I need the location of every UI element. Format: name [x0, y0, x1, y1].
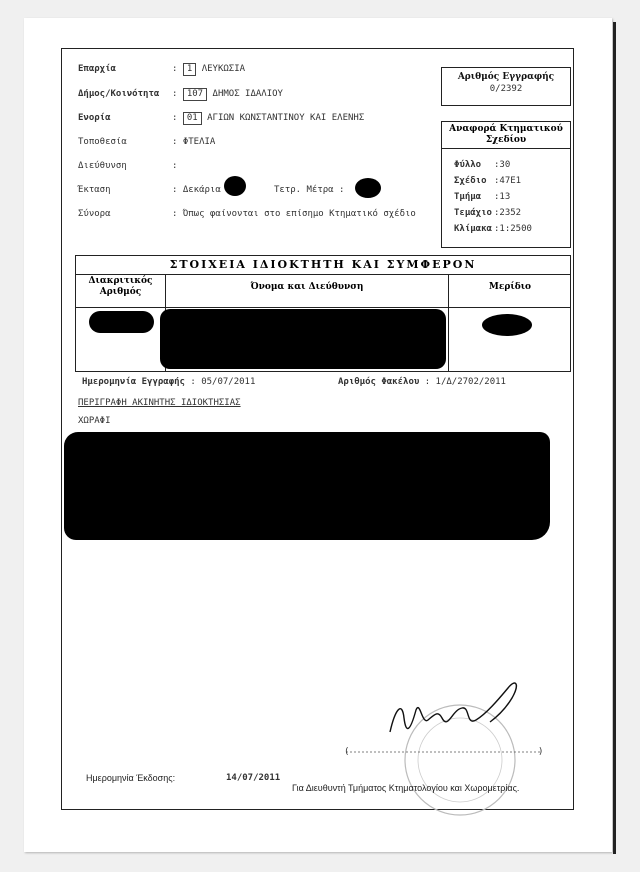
- plan-reference-rows: [442, 149, 570, 237]
- eparchia-label: Επαρχία: [78, 64, 116, 74]
- file-no-value: : 1/Δ/2702/2011: [424, 377, 506, 387]
- plan-row: [454, 157, 570, 173]
- redaction-owner-id: [89, 311, 154, 333]
- owners-title: ΣΤΟΙΧΕΙΑ ΙΔΙΟΚΤΗΤΗ ΚΑΙ ΣΥΜΦΕΡΟΝ: [76, 256, 570, 275]
- enoria-code: 01: [183, 112, 202, 125]
- reg-date-label: Ημερομηνία Εγγραφής: [82, 377, 185, 387]
- owners-col-name-header: Όνομα και Διεύθυνση: [250, 282, 364, 292]
- enoria-label: Ενορία: [78, 113, 111, 123]
- owners-col-id-header: Διακριτικός Αριθμός: [88, 276, 153, 297]
- registration-number: 0/2392: [489, 84, 523, 94]
- eparchia-value: ΛΕΥΚΩΣΙΑ: [201, 64, 246, 74]
- enoria-value-row: : 01 ΑΓΙΩΝ ΚΩΝΣΤΑΝΤΙΝΟΥ ΚΑΙ ΕΛΕΝΗΣ: [172, 113, 365, 123]
- dimos-value-row: : 107 ΔΗΜΟΣ ΙΔΑΛΙΟΥ: [172, 89, 283, 99]
- redaction-owner-name: [160, 309, 446, 369]
- dimos-code: 107: [183, 88, 207, 101]
- plan-row-label: Τμήμα: [454, 192, 482, 202]
- eparchia-value-row: : 1 ΛΕΥΚΩΣΙΑ: [172, 64, 246, 74]
- plan-row-value: :2352: [494, 208, 522, 218]
- file-no-row: [338, 377, 506, 387]
- file-no-label: Αριθμός Φακέλου: [338, 377, 420, 387]
- redaction-owner-share: [482, 314, 532, 336]
- synora-value: Όπως φαίνονται στο επίσημο Κτηματικό σχέδιο: [182, 209, 416, 219]
- ektasi-value-row: : Δεκάρια: [172, 185, 221, 195]
- tetr-label-row: Τετρ. Μέτρα :: [274, 185, 345, 195]
- plan-row-label: Κλίμακα: [454, 224, 492, 234]
- plan-row: [454, 221, 570, 237]
- signature-icon: [390, 683, 516, 732]
- ektasi-label: Έκταση: [78, 185, 111, 195]
- signatory-title: Για Διευθυντή Τμήματος Κτηματολογίου και Χωρομετρίας.: [292, 783, 520, 793]
- plan-row: [454, 205, 570, 221]
- property-heading: ΠΕΡΙΓΡΑΦΗ ΑΚΙΝΗΤΗΣ ΙΔΙΟΚΤΗΣΙΑΣ: [78, 398, 241, 408]
- issue-date-label: Ημερομηνία Έκδοσης:: [86, 773, 176, 783]
- enoria-value: ΑΓΙΩΝ ΚΩΝΣΤΑΝΤΙΝΟΥ ΚΑΙ ΕΛΕΝΗΣ: [207, 113, 365, 123]
- eparchia-code: 1: [183, 63, 196, 76]
- registration-box: [441, 67, 571, 106]
- registration-title: Αριθμός Εγγραφής: [457, 72, 555, 82]
- plan-row-value: :47E1: [494, 176, 522, 186]
- topothesia-value-row: : ΦΤΕΛΙΑ: [172, 137, 216, 147]
- redaction-tetr: [355, 178, 381, 198]
- plan-row: [454, 189, 570, 205]
- reg-date-row: [82, 377, 255, 387]
- signature-stamp-graphic: [330, 670, 560, 820]
- plan-row-label: Φύλλο: [454, 160, 482, 170]
- redaction-dekaria: [224, 176, 246, 196]
- plan-row-value: :30: [494, 160, 511, 170]
- tetr-label: Τετρ. Μέτρα: [274, 185, 334, 195]
- stamp-outer-circle-icon: [405, 705, 515, 815]
- topothesia-value: ΦΤΕΛΙΑ: [182, 137, 216, 147]
- topothesia-label: Τοποθεσία: [78, 137, 127, 147]
- plan-reference-box: [441, 121, 571, 248]
- plan-row-label: Τεμάχιο: [454, 208, 492, 218]
- plan-row-value: :1:2500: [494, 224, 532, 234]
- plan-row: [454, 173, 570, 189]
- plan-reference-title: Αναφορά Κτηματικού Σχεδίου: [442, 122, 570, 149]
- dekaria-label: Δεκάρια: [182, 185, 221, 195]
- property-type: ΧΩΡΑΦΙ: [78, 416, 111, 426]
- dieuthynsi-colon: :: [172, 161, 178, 171]
- issue-date-value: 14/07/2011: [226, 773, 281, 783]
- signature-bracket-left: (: [344, 747, 350, 757]
- synora-value-row: : Όπως φαίνονται στο επίσημο Κτηματικό σχέδιο: [172, 209, 416, 219]
- dieuthynsi-label: Διεύθυνση: [78, 161, 127, 171]
- owners-col-share-header: Μερίδιο: [488, 282, 532, 292]
- dimos-label: Δήμος/Κοινότητα: [78, 89, 160, 99]
- redaction-property-description: [64, 432, 550, 540]
- plan-row-value: :13: [494, 192, 511, 202]
- signature-bracket-right: ): [538, 747, 544, 757]
- reg-date-value: : 05/07/2011: [190, 377, 256, 387]
- synora-label: Σύνορα: [78, 209, 111, 219]
- plan-row-label: Σχέδιο: [454, 176, 487, 186]
- dimos-value: ΔΗΜΟΣ ΙΔΑΛΙΟΥ: [212, 89, 283, 99]
